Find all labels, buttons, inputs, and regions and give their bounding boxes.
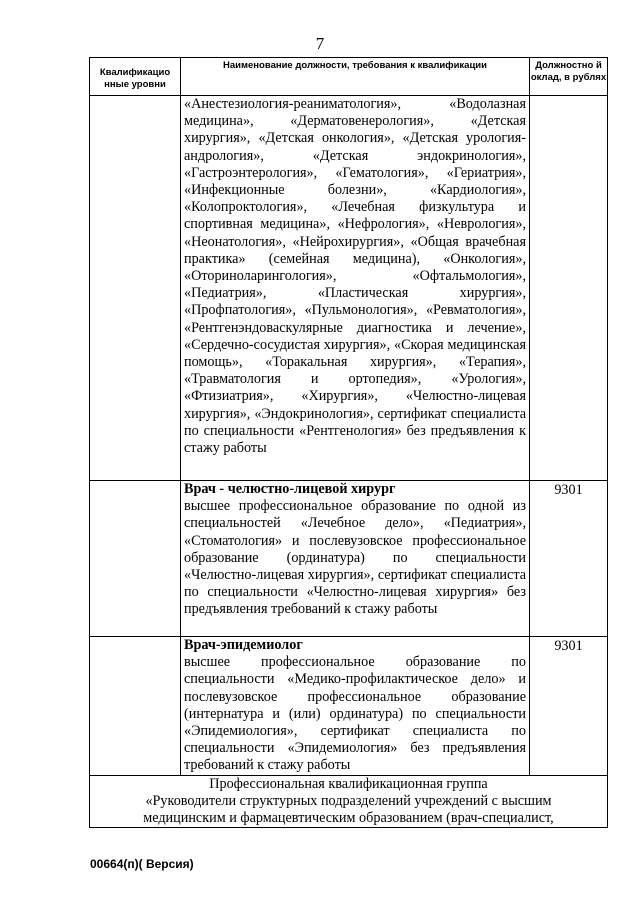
position-title: Врач-эпидемиолог xyxy=(184,637,303,653)
group-heading-cell xyxy=(90,775,608,828)
qualification-table xyxy=(89,57,608,828)
table-row xyxy=(90,637,608,776)
page-number: 7 xyxy=(315,34,325,53)
table-row xyxy=(90,481,608,637)
salary-cell: 9301 xyxy=(530,481,608,637)
requirements-text: «Анестезиология-реаниматология», «Водолазная медицина», «Дерматовенерология», «Детская хирургия», «Детская онкология», «Детская урология-андрология», «Детская эндокринология», «Гастроэнтерология», «Гематология», «Гериатрия», «Инфекционные болезни», «Кардиология», «Колопроктология», «Лечебная физкультура и спортивная медицина», «Нефрология», «Неврология», «Неонатология», «Нейрохирургия», «Общая врачебная практика» (семейная медицина), «Онкология», «Оториноларингология», «Офтальмология», «Педиатрия», «Пластическая хирургия», «Профпатология», «Пульмонология», «Ревматология», «Рентгенэндоваскулярные диагностика и лечение», «Сердечно-сосудистая хирургия», «Скорая медицинская помощь», «Торакальная хирургия», «Терапия», «Травматология и ортопедия», «Урология», «Фтизиатрия», «Хирургия», «Челюстно-лицевая хирургия», «Эндокринология», сертификат специалиста по специальности «Рентгенология» без предъявления к стажу работы xyxy=(184,96,526,457)
position-cell xyxy=(181,96,530,481)
position-cell xyxy=(181,637,530,776)
salary-cell xyxy=(530,96,608,481)
requirements-text: высшее профессиональное образование по одной из специальностей «Лечебное дело», «Педиатрия», «Стоматология» и послевузовское профессиональное образование (ординатура) по специальности «Челюстно-лицевая хирургия», сертификат специалиста по специальности «Челюстно-лицевая хирургия» без предъявления требований к стажу работы xyxy=(184,498,526,618)
group-row xyxy=(90,775,608,828)
header-salary: Должностно й оклад, в рублях xyxy=(530,58,608,96)
document-footer-code: 00664(п)( Версия) xyxy=(90,857,194,871)
header-levels: Квалификацио нные уровни xyxy=(90,58,181,96)
requirements-text: высшее профессиональное образование по специальности «Медико-профилактическое дело» и послевузовское профессиональное образование (интернатура и (или) ординатура) по специальности «Эпидемиология», сертификат специалиста по специальности «Эпидемиология» без предъявления требований к стажу работы xyxy=(184,654,526,774)
group-line-2: «Руководители структурных подразделений учреждений с высшим xyxy=(145,792,552,809)
header-position: Наименование должности, требования к квалификации xyxy=(181,58,530,96)
table-header-row xyxy=(90,58,608,96)
salary-cell: 9301 xyxy=(530,637,608,776)
group-line-1: Профессиональная квалификационная группа xyxy=(209,775,488,792)
level-cell xyxy=(90,481,181,637)
group-line-3: медицинским и фармацевтическим образованием (врач-специалист, xyxy=(143,810,554,827)
level-cell xyxy=(90,637,181,776)
table-row xyxy=(90,96,608,481)
position-title: Врач - челюстно-лицевой хирург xyxy=(184,481,396,497)
level-cell xyxy=(90,96,181,481)
position-cell xyxy=(181,481,530,637)
